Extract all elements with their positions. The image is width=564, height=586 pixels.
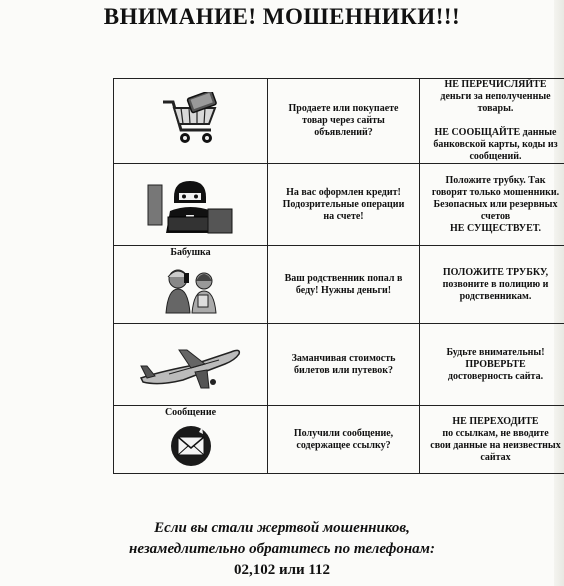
advice-line: НЕ ПЕРЕХОДИТЕ [452, 415, 539, 427]
footer-line: Если вы стали жертвой мошенников, [154, 520, 410, 536]
footer-line: незамедлительно обратитесь по телефонам: [129, 541, 435, 557]
advice-line: деньги за неполученные [440, 91, 551, 102]
advice-line: Будьте внимательны! [446, 346, 545, 358]
advice-line: банковской карты, коды из [433, 139, 558, 150]
advice-cell [420, 79, 564, 164]
advice-line: достоверность сайта. [447, 370, 544, 382]
advice-line: ПРОВЕРЬТЕ [465, 358, 526, 370]
advice-line: родственникам. [459, 290, 532, 302]
advice-line: товары. [477, 103, 514, 114]
situation-cell [268, 164, 420, 246]
situation-line: Получили сообщение, [293, 427, 394, 439]
situation-cell [268, 79, 420, 164]
situation-cell [268, 324, 420, 406]
phone-numbers: 02,102 или 112 [233, 562, 331, 578]
advice-line: сайтах [480, 451, 511, 463]
advice-line: говорят только мошенники. [431, 186, 560, 198]
situation-line: билетов или путевок? [293, 364, 394, 376]
image-cell [114, 246, 268, 324]
advice-cell [420, 164, 564, 246]
advice-cell [420, 246, 564, 324]
cell-caption: Бабушка [170, 247, 211, 258]
advice-line [424, 115, 564, 127]
situation-line: Ваш родственник попал в [284, 272, 403, 284]
advice-line: Безопасных или резервных [433, 198, 558, 210]
table-row [114, 406, 564, 474]
image-cell [114, 164, 268, 246]
poster-title: ВНИМАНИЕ! МОШЕННИКИ!!! [103, 4, 461, 29]
advice-line: свои данные на неизвестных [430, 439, 561, 451]
advice-line: счетов [480, 210, 511, 222]
cell-caption: Сообщение [164, 407, 217, 418]
table-row [114, 246, 564, 324]
image-cell [114, 324, 268, 406]
table-row [114, 164, 564, 246]
advice-line: Положите трубку. Так [445, 174, 546, 186]
advice-line: НЕ СООБЩАЙТЕ данные [434, 127, 557, 138]
advice-line: позвоните в полицию и [442, 278, 549, 290]
advice-line: сообщений. [469, 151, 522, 162]
situation-line: Заманчивая стоимость [291, 352, 396, 364]
situation-line: Продаете или покупаете [288, 103, 399, 114]
situation-line: на счете! [323, 210, 364, 222]
advice-line: НЕ ПЕРЕЧИСЛЯЙТЕ [444, 79, 547, 90]
table-row [114, 79, 564, 164]
situation-cell [268, 406, 420, 474]
situation-line: содержащее ссылку? [296, 439, 391, 451]
image-cell [114, 406, 268, 474]
table-row [114, 324, 564, 406]
advice-line: ПОЛОЖИТЕ ТРУБКУ, [442, 266, 549, 278]
footer-notice [0, 518, 564, 581]
situation-line: На вас оформлен кредит! [286, 186, 401, 198]
advice-line: НЕ СУЩЕСТВУЕТ. [450, 222, 541, 234]
situation-line: Подозрительные операции [282, 198, 405, 210]
advice-cell [420, 324, 564, 406]
shopping-cart-icon [159, 92, 223, 150]
warning-table [113, 78, 564, 474]
hacker-icon [146, 175, 236, 235]
situation-line: объявлений? [314, 127, 373, 138]
situation-line: товар через сайты [302, 115, 385, 126]
advice-cell [420, 406, 564, 474]
image-cell [114, 79, 268, 164]
grandmother-phone-icon [162, 265, 220, 315]
advice-line: по ссылкам, не вводите [442, 427, 549, 439]
situation-line: беду! Нужны деньги! [295, 284, 392, 296]
envelope-icon [169, 424, 213, 468]
situation-cell [268, 246, 420, 324]
airplane-icon [139, 340, 243, 390]
